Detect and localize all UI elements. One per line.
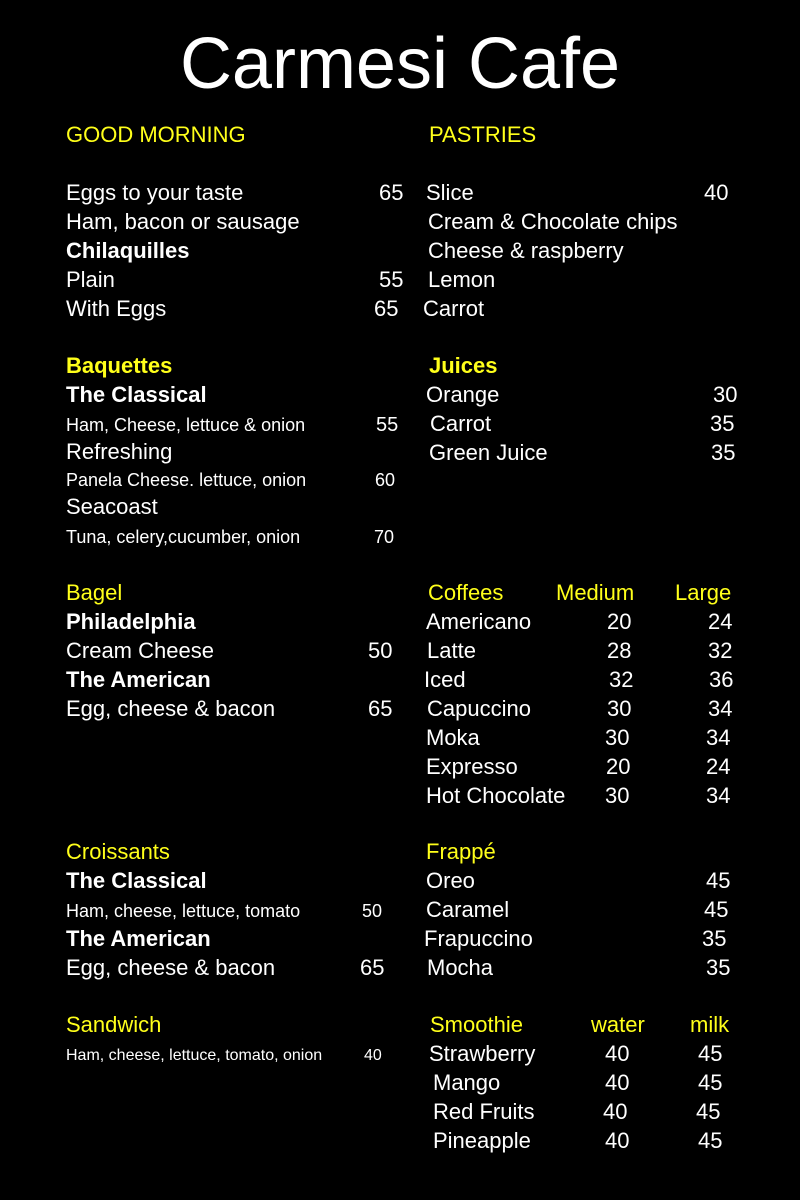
item-price-medium: 32 [609,667,634,692]
item-price-milk: 45 [696,1099,721,1124]
item-price-large: 32 [708,638,733,663]
menu-item: Carrot [423,296,485,321]
item-price-medium: 28 [607,638,632,663]
menu-item [426,867,756,895]
menu-item [426,608,756,636]
item-price: 40 [364,1047,382,1064]
item-name: Mocha [427,955,494,980]
item-name: Strawberry [429,1041,536,1066]
cafe-title: Carmesi Cafe [179,24,621,104]
item-name: Capuccino [427,696,531,721]
menu-item [426,179,756,207]
section-heading-coffees [428,579,756,607]
menu-item [66,266,416,294]
item-price: 35 [702,926,727,951]
section-heading-baguettes: Baquettes [66,353,173,378]
menu-subheading: Chilaquilles [66,238,190,263]
coffees-label: Coffees [428,580,504,605]
section-heading-bagel: Bagel [66,580,123,605]
menu-item [426,724,756,752]
item-name: Moka [426,725,480,750]
item-name: Mango [433,1070,501,1095]
menu-subheading: The American [66,926,211,951]
item-price-medium: 20 [607,609,632,634]
menu-item [66,1042,416,1070]
item-name: Eggs to your taste [66,180,244,205]
menu-item [66,466,416,494]
section-heading-smoothie [430,1011,756,1039]
menu-subheading: Refreshing [66,439,173,464]
item-price: 35 [710,411,735,436]
item-name: Americano [426,609,532,634]
menu-item [427,637,756,665]
menu-subheading: The Classical [66,382,207,407]
item-price-large: 34 [706,725,731,750]
menu-item [427,695,756,723]
col-header-large: Large [675,580,732,605]
item-price: 30 [713,382,738,407]
item-price-large: 24 [708,609,733,634]
menu-item: Cream & Chocolate chips [428,209,678,234]
item-price: 50 [368,638,393,663]
item-price-medium: 20 [606,754,631,779]
item-name: Ham, bacon or sausage [66,209,300,234]
item-price-large: 34 [708,696,733,721]
menu-item [433,1098,756,1126]
item-name: Ham, Cheese, lettuce & onion [66,415,306,435]
item-name: Cream Cheese [66,638,214,663]
item-price-medium: 30 [605,725,630,750]
menu-item [424,666,756,694]
item-price: 65 [368,696,393,721]
item-name: Tuna, celery,cucumber, onion [66,527,301,547]
item-price: 35 [706,955,731,980]
item-name: Egg, cheese & bacon [66,696,276,721]
item-price-medium: 30 [605,783,630,808]
item-price-water: 40 [603,1099,628,1124]
item-name: Carrot [430,411,492,436]
menu-item [429,1040,756,1068]
item-name: Hot Chocolate [426,783,566,808]
item-name: Slice [426,180,474,205]
item-price-milk: 45 [698,1041,723,1066]
menu-item [426,896,756,924]
item-price: 40 [704,180,729,205]
item-name: Ham, cheese, lettuce, tomato, onion [66,1047,323,1064]
item-price-water: 40 [605,1128,630,1153]
item-name: Frapuccino [424,926,533,951]
item-name: Green Juice [429,440,548,465]
item-price-water: 40 [605,1041,630,1066]
item-name: Egg, cheese & bacon [66,955,276,980]
item-price: 65 [379,180,404,205]
item-name: Plain [66,267,115,292]
menu-item [426,753,756,781]
item-name: Red Fruits [433,1099,535,1124]
menu-item [430,410,756,438]
menu-item [66,411,416,439]
item-price-medium: 30 [607,696,632,721]
item-name: Caramel [426,897,510,922]
item-price: 70 [374,527,395,547]
item-name: With Eggs [66,296,167,321]
item-name: Orange [426,382,500,407]
menu-item [66,208,416,236]
item-name: Expresso [426,754,518,779]
menu-subheading: The American [66,667,211,692]
item-price-milk: 45 [698,1070,723,1095]
section-heading-croissants: Croissants [66,839,170,864]
smoothie-label: Smoothie [430,1012,523,1037]
item-price: 35 [711,440,736,465]
menu-item [66,954,416,982]
menu-item [66,179,416,207]
menu-item [66,523,416,551]
menu-item [426,782,756,810]
col-header-milk: milk [690,1012,730,1037]
section-heading-juices: Juices [429,353,498,378]
section-heading-frappe: Frappé [426,839,496,864]
menu-subheading: The Classical [66,868,207,893]
section-heading-good-morning: GOOD MORNING [66,122,246,147]
item-price: 45 [706,868,731,893]
item-price: 55 [379,267,404,292]
item-name: Pineapple [433,1128,531,1153]
col-header-medium: Medium [556,580,635,605]
section-heading-sandwich: Sandwich [66,1012,162,1037]
menu-subheading: Philadelphia [66,609,196,634]
menu-item [426,381,756,409]
menu-item: Cheese & raspberry [428,238,624,263]
menu-item [66,295,416,323]
menu-item [66,897,416,925]
menu-subheading: Seacoast [66,494,158,519]
item-price-large: 34 [706,783,731,808]
col-header-water: water [591,1012,645,1037]
menu-item [66,695,416,723]
section-heading-pastries: PASTRIES [429,122,537,147]
menu-item: Lemon [428,267,496,292]
item-price: 65 [360,955,385,980]
item-price-large: 24 [706,754,731,779]
item-name: Panela Cheese. lettuce, onion [66,470,307,490]
item-price: 45 [704,897,729,922]
menu-item [433,1069,756,1097]
item-price: 60 [375,470,396,490]
item-name: Ham, cheese, lettuce, tomato [66,901,301,921]
menu-item [424,925,756,953]
item-price: 50 [362,901,383,921]
item-name: Latte [427,638,476,663]
menu-item [427,954,756,982]
item-price-milk: 45 [698,1128,723,1153]
item-name: Oreo [426,868,475,893]
menu-item [429,439,756,467]
item-price: 65 [374,296,399,321]
menu-item [433,1127,756,1155]
menu-item [66,637,416,665]
item-name: Iced [424,667,466,692]
item-price-water: 40 [605,1070,630,1095]
item-price: 55 [376,414,399,436]
item-price-large: 36 [709,667,734,692]
